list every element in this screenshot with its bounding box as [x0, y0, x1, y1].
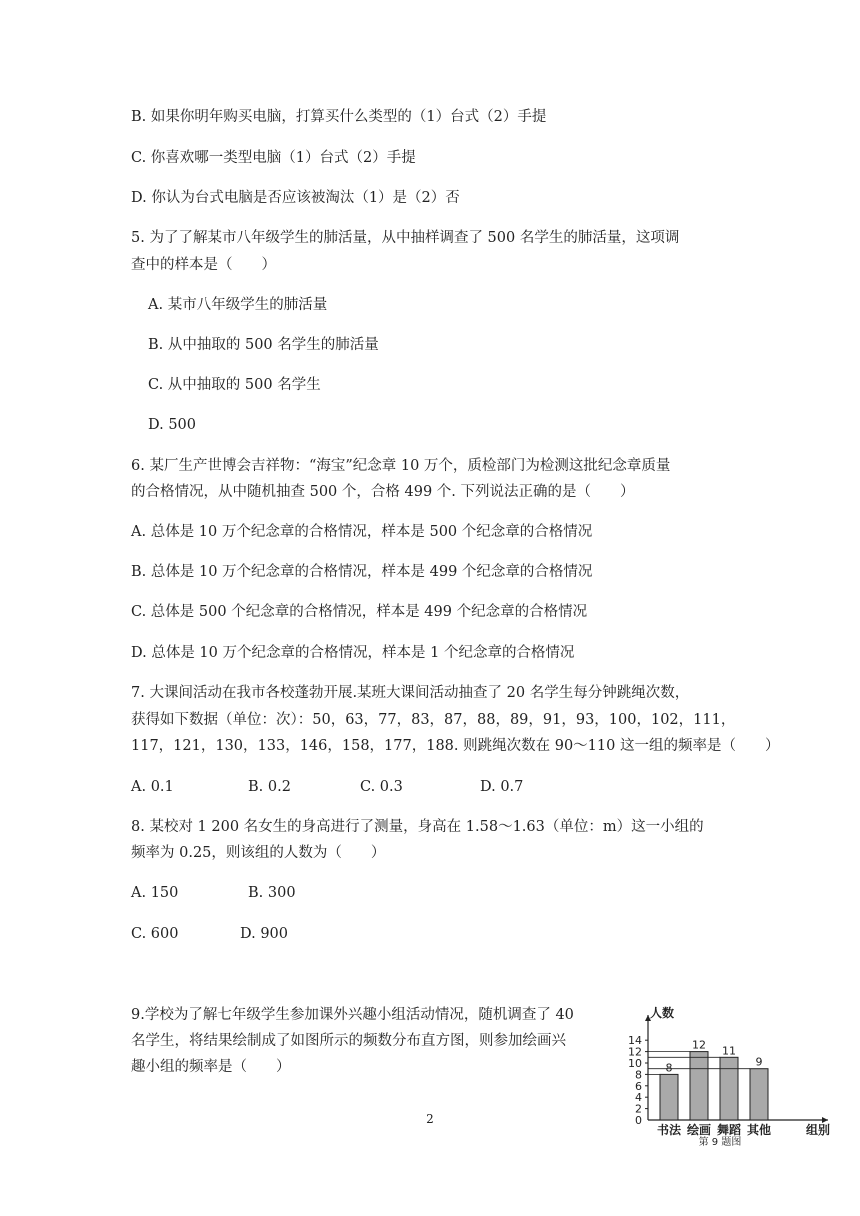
x-category-label: 舞蹈 [716, 1123, 742, 1137]
y-tick-label: 14 [628, 1034, 642, 1048]
q6-stem-line1: 6. 某厂生产世博会吉祥物：“海宝”纪念章 10 万个，质检部门为检测这批纪念章质量 [131, 458, 671, 474]
q9-stem-line2: 名学生，将结果绘制成了如图所示的频数分布直方图，则参加绘画兴 [131, 1033, 566, 1049]
q5-option-a: A. 某市八年级学生的肺活量 [148, 297, 328, 313]
q6-option-d: D. 总体是 10 万个纪念章的合格情况，样本是 1 个纪念章的合格情况 [131, 645, 575, 661]
q4-option-c: C. 你喜欢哪一类型电脑（1）台式（2）手提 [131, 150, 416, 166]
q9-stem-line3: 趣小组的频率是（ ） [131, 1059, 291, 1075]
q7-stem-line2: 获得如下数据（单位：次）：50，63，77，83，87，88，89，91，93，100，102，111， [131, 712, 736, 728]
y-axis-title: 人数 [650, 1006, 675, 1020]
q5-stem-line2: 查中的样本是（ ） [131, 257, 276, 273]
y-tick-label: 6 [635, 1079, 642, 1093]
y-tick-label: 12 [628, 1045, 642, 1059]
q7-option-d: D. 0.7 [480, 779, 524, 795]
x-category-label: 绘画 [686, 1123, 712, 1137]
page-number: 2 [426, 1112, 434, 1126]
q7-option-c: C. 0.3 [360, 779, 403, 795]
q4-option-b: B. 如果你明年购买电脑，打算买什么类型的（1）台式（2）手提 [131, 109, 547, 125]
x-category-label: 书法 [656, 1123, 682, 1137]
bar-value-label: 8 [665, 1061, 673, 1075]
q8-option-c: C. 600 [131, 926, 179, 942]
q4-option-d: D. 你认为台式电脑是否应该被淘汰（1）是（2）否 [131, 190, 460, 206]
q6-option-c: C. 总体是 500 个纪念章的合格情况，样本是 499 个纪念章的合格情况 [131, 604, 588, 620]
q9-stem-line1: 9.学校为了解七年级学生参加课外兴趣小组活动情况，随机调查了 40 [131, 1007, 574, 1023]
q5-option-d: D. 500 [148, 417, 197, 433]
y-tick-label: 0 [635, 1114, 642, 1127]
histogram-bar [720, 1057, 738, 1120]
x-category-label: 其他 [746, 1123, 772, 1137]
chart-caption: 第 9 题图 [698, 1137, 742, 1148]
histogram-bar [750, 1069, 768, 1120]
q8-stem-line2: 频率为 0.25，则该组的人数为（ ） [131, 845, 386, 861]
q5-stem-line1: 5. 为了了解某市八年级学生的肺活量，从中抽样调查了 500 名学生的肺活量，这项调 [131, 230, 680, 246]
q5-option-b: B. 从中抽取的 500 名学生的肺活量 [148, 337, 379, 353]
q8-option-b: B. 300 [248, 885, 296, 901]
q6-stem-line2: 的合格情况，从中随机抽查 500 个，合格 499 个. 下列说法正确的是（ ） [131, 484, 635, 500]
bar-value-label: 9 [755, 1055, 763, 1069]
x-axis-title: 组别 [805, 1123, 831, 1137]
y-tick-label: 2 [635, 1102, 642, 1116]
histogram-chart [620, 1003, 835, 1148]
q5-option-c: C. 从中抽取的 500 名学生 [148, 377, 321, 393]
q8-option-d: D. 900 [240, 926, 289, 942]
q8-option-a: A. 150 [131, 885, 179, 901]
q7-stem-line1: 7. 大课间活动在我市各校蓬勃开展.某班大课间活动抽查了 20 名学生每分钟跳绳次数， [131, 685, 690, 701]
q8-stem-line1: 8. 某校对 1 200 名女生的身高进行了测量，身高在 1.58～1.63（单位：m）这一小组的 [131, 819, 704, 835]
q6-option-a: A. 总体是 10 万个纪念章的合格情况，样本是 500 个纪念章的合格情况 [131, 524, 593, 540]
q7-stem-line3: 117，121，130，133，146，158，177，188. 则跳绳次数在 90～110 这一组的频率是（ ） [131, 738, 780, 754]
histogram-bar [690, 1052, 708, 1120]
y-tick-label: 4 [635, 1091, 642, 1105]
q6-option-b: B. 总体是 10 万个纪念章的合格情况，样本是 499 个纪念章的合格情况 [131, 564, 593, 580]
q7-option-a: A. 0.1 [131, 779, 174, 795]
y-tick-label: 8 [635, 1068, 642, 1082]
bar-value-label: 12 [692, 1038, 706, 1052]
q7-option-b: B. 0.2 [248, 779, 291, 795]
bar-value-label: 11 [722, 1044, 736, 1058]
y-tick-label: 10 [628, 1057, 642, 1070]
histogram-bar [660, 1074, 678, 1120]
